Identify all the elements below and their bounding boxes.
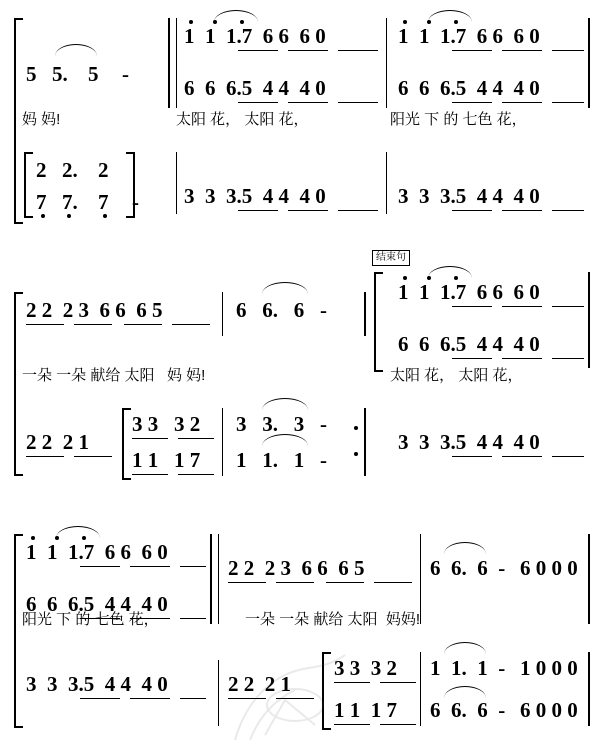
beam-line [124,324,162,325]
beam-line [180,566,206,567]
slur-arc [444,542,486,554]
note-group: 3 3 3.5 4 4 4 0 [26,672,168,696]
note-group: 6 6 6.5 4 4 4 0 [398,332,540,356]
note-group: 2 2 2 3 6 6 6 5 [228,556,365,580]
octave-dot [41,214,45,218]
octave-dot [67,214,71,218]
octave-dot [31,536,35,540]
beam-line [130,566,170,567]
beam-line [288,102,328,103]
note-group: 6 6. 6 - [236,298,327,322]
note-group: 3 3 3.5 4 4 4 0 [398,184,540,208]
lyric-line: 太阳 花， 太阳 花， [176,111,309,128]
beam-line [288,50,328,51]
note-group: - [132,190,139,214]
beam-line [502,210,542,211]
note-group: 3 3 3 2 [132,412,201,436]
barline [176,18,177,108]
beam-line [452,358,492,359]
note-group: 6 6. 6 - [430,698,506,722]
beam-line [276,582,314,583]
barline [168,18,170,108]
beam-line [452,210,492,211]
beam-line [380,682,416,683]
beam-line [452,102,492,103]
note-group: 6 0 0 0 [520,698,578,722]
beam-line [552,210,584,211]
lyric-line: 阳光 下 的 七色 花， [390,111,527,128]
beam-line [238,210,278,211]
beam-line [178,474,214,475]
lyric-line: 一朵 一朵 献给 太阳 妈妈! [245,611,421,628]
barline [420,652,421,726]
note-group: 6 6 6.5 4 4 4 0 [26,592,168,616]
barline [364,292,366,336]
beam-line [80,698,120,699]
beam-line [552,456,584,457]
barline [218,534,219,624]
note-group: 2 [36,158,47,182]
note-group: - [122,62,129,86]
note-group: 1 1 1 7 [132,448,201,472]
note-group: 3 3. 3 - [236,412,327,436]
beam-line [502,358,542,359]
barline [176,152,177,214]
slur-arc [262,398,308,410]
slur-arc [444,686,486,698]
note-group: 7 [36,190,47,214]
barline [588,18,590,108]
beam-line [338,210,378,211]
annotation-ending-phrase: 结束句 [372,250,410,266]
barline [588,534,590,624]
beam-line [552,50,584,51]
note-group: 6 6 6.5 4 4 4 0 [184,76,326,100]
beam-line [178,438,214,439]
note-group: 3 3 3.5 4 4 4 0 [184,184,326,208]
measure-1-lower-brace [24,152,33,218]
slur-arc [56,526,100,538]
note-group: 2 2 2 1 [26,430,89,454]
beam-line [502,102,542,103]
beam-line [172,324,210,325]
lyric-line: 一朵 一朵 献给 太阳 妈 妈! [22,367,206,384]
lyric-line: 阳光 下 的 七色 花， [22,611,159,628]
barline [588,652,590,726]
beam-line [180,618,206,619]
beam-line [130,698,170,699]
slur-arc [55,44,97,56]
note-group: 2 2 2 1 [228,672,291,696]
beam-line [452,50,492,51]
beam-line [502,50,542,51]
note-group: 1 1 1 7 [334,698,397,722]
octave-dot [403,20,407,24]
beam-line [502,306,542,307]
note-group: 2 2 2 3 6 6 6 5 [26,298,163,322]
barline [588,272,590,368]
note-group: 1 1. 1 - [430,656,506,680]
lower-voice-brace [122,408,131,480]
note-group: 1 1 1.7 6 6 6 0 [184,24,326,48]
beam-line [238,102,278,103]
beam-line [26,324,64,325]
beam-line [74,324,112,325]
note-group: 3 3 3.5 4 4 4 0 [398,430,540,454]
beam-line [80,566,120,567]
beam-line [552,102,584,103]
note-group: 3 3 3 2 [334,656,397,680]
slur-arc [428,10,472,22]
note-group: 6 6. 6 - [430,556,506,580]
beam-line [238,50,278,51]
barline [420,534,421,624]
beam-line [74,456,112,457]
repeat-dot [354,452,358,456]
beam-line [502,456,542,457]
barline [218,660,219,726]
note-group: 7. [62,190,78,214]
note-group: 1 0 0 0 [520,656,578,680]
beam-line [552,358,584,359]
system-3-left-brace [14,534,23,728]
system-2-left-brace [14,292,23,476]
repeat-dot [354,426,358,430]
beam-line [338,50,378,51]
slur-arc [428,266,472,278]
note-group: 2 [98,158,109,182]
note-group: 5. [52,62,68,86]
note-group: 5 [88,62,99,86]
slur-arc [214,10,258,22]
lyric-line: 太阳 花， 太阳 花， [390,367,523,384]
slur-arc [262,282,308,294]
beam-line [552,306,584,307]
ending-phrase-brace [374,272,383,372]
watermark-graphic [225,645,355,745]
beam-line [26,456,64,457]
note-group: 6 6 6.5 4 4 4 0 [398,76,540,100]
note-group: 2. [62,158,78,182]
note-group: 1 1. 1 - [236,448,327,472]
beam-line [228,582,266,583]
octave-dot [403,276,407,280]
beam-line [452,306,492,307]
note-group: 1 1 1.7 6 6 6 0 [26,540,168,564]
barline [222,292,223,336]
beam-line [132,438,168,439]
lyric-line: 妈 妈! [22,111,61,128]
barline [386,18,387,108]
beam-line [374,582,412,583]
octave-dot [189,20,193,24]
beam-line [338,102,378,103]
barline [364,408,366,476]
note-group: 5 [26,62,37,86]
barline [210,534,212,624]
note-group: 1 1 1.7 6 6 6 0 [398,24,540,48]
beam-line [452,456,492,457]
beam-line [180,698,206,699]
note-group: 7 [98,190,109,214]
octave-dot [103,214,107,218]
beam-line [380,724,416,725]
note-group: 1 1 1.7 6 6 6 0 [398,280,540,304]
slur-arc [444,642,486,654]
barline [222,408,223,476]
barline [386,152,387,214]
beam-line [132,474,168,475]
note-group: 6 0 0 0 [520,556,578,580]
beam-line [288,210,328,211]
beam-line [326,582,364,583]
